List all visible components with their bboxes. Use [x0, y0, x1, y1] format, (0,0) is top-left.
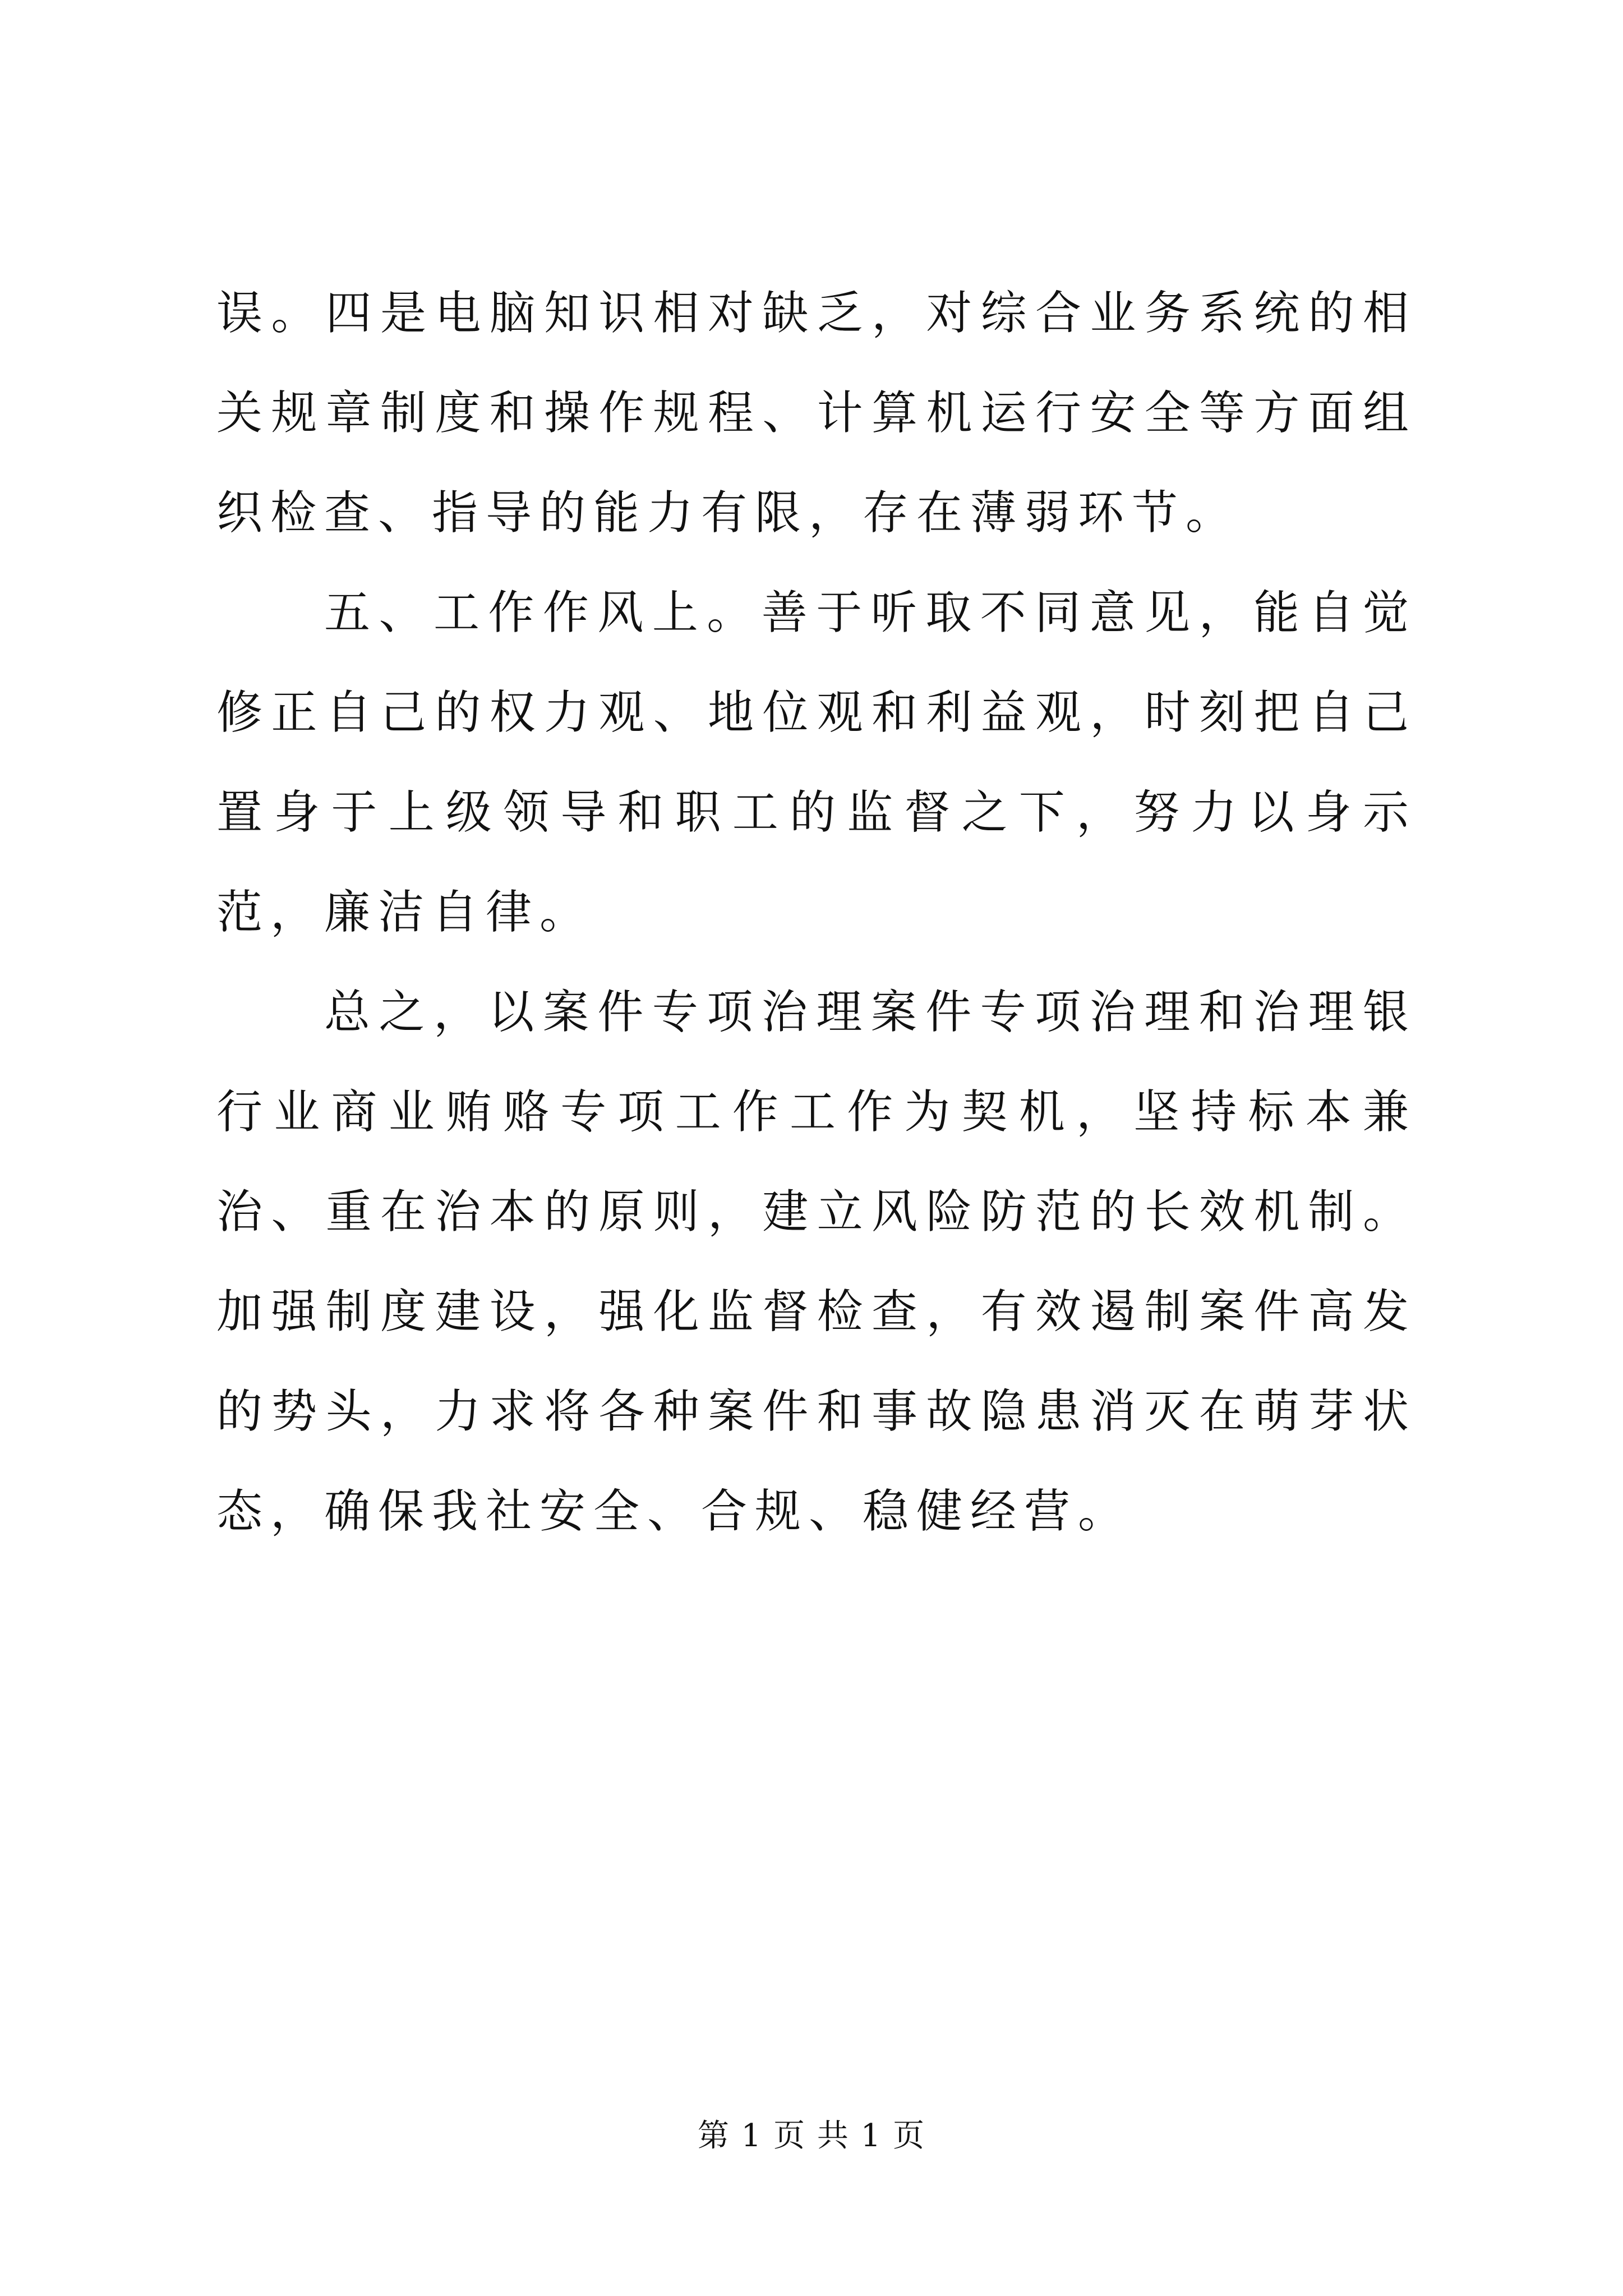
page-number-footer: 第 1 页 共 1 页	[697, 2118, 926, 2154]
document-body	[216, 264, 1417, 1562]
paragraph-work-style: 五、工作作风上。善于听取不同意见，能自觉修正自己的权力观、地位观和利益观，时刻把自己置身于上级领导和职工的监督之下，努力以身示范，廉洁自律。	[216, 586, 1417, 939]
paragraph-summary: 总之，以案件专项治理案件专项治理和治理银行业商业贿赂专项工作工作为契机，坚持标本兼治、重在治本的原则，建立风险防范的长效机制。加强制度建设，强化监督检查，有效遏制案件高发的势头，力求将各种案件和事故隐患消灭在萌芽状态，确保我社安全、合规、稳健经营。	[216, 986, 1417, 1538]
paragraph-continuation: 误。四是电脑知识相对缺乏，对综合业务系统的相关规章制度和操作规程、计算机运行安全等方面组织检查、指导的能力有限，存在薄弱环节。	[216, 287, 1417, 540]
